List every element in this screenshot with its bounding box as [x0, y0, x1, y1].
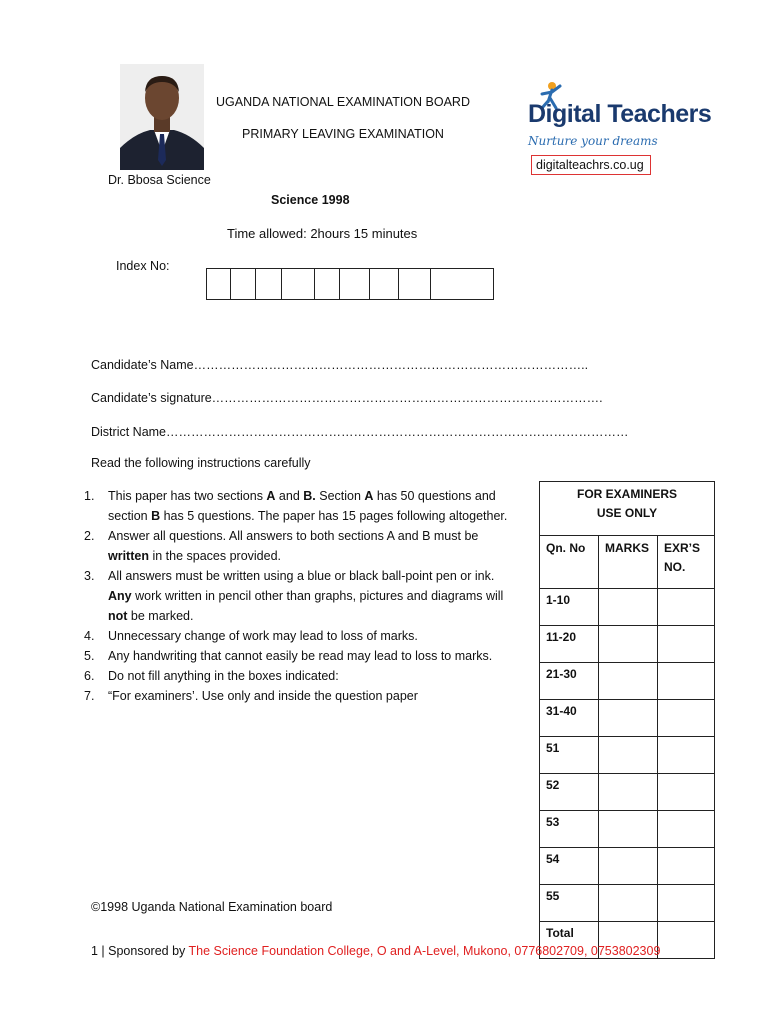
instruction-text: in the spaces provided.: [148, 549, 282, 563]
instruction-text: “For examiners’. Use only and inside the question paper: [108, 689, 418, 703]
examiner-number-cell[interactable]: [658, 774, 715, 811]
instruction-text: has 5 questions. The paper has 15 pages following altogether.: [160, 509, 508, 523]
examiners-table-title: [540, 482, 715, 536]
examiner-number-cell[interactable]: [658, 626, 715, 663]
instruction-number: 7.: [84, 689, 95, 703]
examiner-number-cell[interactable]: [658, 700, 715, 737]
instruction-text: All answers must be written using a blue or black ball-point pen or ink.: [108, 569, 495, 583]
instruction-item: [84, 626, 514, 646]
instruction-number: 1.: [84, 489, 95, 503]
question-range-cell: 1-10: [540, 589, 599, 626]
index-box[interactable]: [431, 269, 493, 299]
index-box[interactable]: [340, 269, 370, 299]
examiners-title-line1: FOR EXAMINERS: [576, 487, 677, 501]
marks-cell[interactable]: [599, 848, 658, 885]
instruction-text: Answer all questions. All answers to both sections A and B must be: [108, 529, 479, 543]
index-box[interactable]: [256, 269, 282, 299]
instruction-number: 6.: [84, 669, 95, 683]
examiners-title-line2: USE ONLY: [596, 506, 658, 520]
instruction-text: B: [151, 509, 161, 523]
instruction-text: written: [108, 549, 149, 563]
col-exr-header: EXR’S NO.: [658, 536, 715, 589]
copyright: ©1998 Uganda National Examination board: [91, 900, 333, 914]
question-range-cell: 51: [540, 737, 599, 774]
index-label: Index No:: [116, 259, 170, 273]
examiner-number-cell[interactable]: [658, 589, 715, 626]
instruction-number: 3.: [84, 569, 95, 583]
candidate-name-field[interactable]: Candidate’s Name…………………………………………………………………………………..: [91, 358, 589, 372]
table-row: [540, 774, 715, 811]
marks-cell[interactable]: [599, 626, 658, 663]
col-marks-header: MARKS: [599, 536, 658, 589]
examiner-number-cell[interactable]: [658, 811, 715, 848]
instruction-item: [84, 686, 514, 706]
page-number-prefix: 1 | Sponsored by: [91, 944, 189, 958]
question-range-cell: Total: [540, 922, 599, 959]
author-photo: [120, 64, 204, 170]
marks-cell[interactable]: [599, 811, 658, 848]
instruction-text: not: [108, 609, 128, 623]
instruction-text: Unnecessary change of work may lead to loss of marks.: [108, 629, 418, 643]
instruction-text: be marked.: [127, 609, 194, 623]
marks-cell[interactable]: [599, 737, 658, 774]
question-range-cell: 11-20: [540, 626, 599, 663]
index-box[interactable]: [282, 269, 315, 299]
marks-cell[interactable]: [599, 663, 658, 700]
index-box[interactable]: [207, 269, 231, 299]
table-row: [540, 700, 715, 737]
instruction-text: This paper has two sections: [108, 489, 267, 503]
instruction-number: 2.: [84, 529, 95, 543]
table-row: [540, 737, 715, 774]
index-box[interactable]: [315, 269, 340, 299]
marks-cell[interactable]: [599, 885, 658, 922]
instruction-text: Do not fill anything in the boxes indicated:: [108, 669, 339, 683]
instruction-item: [84, 566, 514, 626]
instruction-number: 4.: [84, 629, 95, 643]
question-range-cell: 55: [540, 885, 599, 922]
question-range-cell: 31-40: [540, 700, 599, 737]
examiners-table: [539, 481, 715, 959]
table-row: [540, 885, 715, 922]
question-range-cell: 54: [540, 848, 599, 885]
marks-cell[interactable]: [599, 589, 658, 626]
table-row: [540, 663, 715, 700]
subject-title: Science 1998: [271, 193, 350, 207]
question-range-cell: 53: [540, 811, 599, 848]
instruction-number: 5.: [84, 649, 95, 663]
examiner-number-cell[interactable]: [658, 737, 715, 774]
index-number-boxes[interactable]: [206, 268, 494, 300]
question-range-cell: 21-30: [540, 663, 599, 700]
instruction-text: Any handwriting that cannot easily be read may lead to loss to marks.: [108, 649, 493, 663]
instruction-text: B.: [303, 489, 316, 503]
instruction-text: A: [364, 489, 374, 503]
instruction-text: A: [266, 489, 276, 503]
instruction-item: [84, 526, 514, 566]
instruction-text: work written in pencil other than graphs, pictures and diagrams will: [131, 589, 504, 603]
candidate-signature-field[interactable]: Candidate’s signature………………………………………………………………………………….: [91, 391, 603, 405]
col-qn-header: Qn. No: [540, 536, 599, 589]
instruction-text: has 50 questions and section: [108, 489, 496, 523]
district-name-field[interactable]: District Name…………………………………………………………………………………………………: [91, 425, 629, 439]
question-range-cell: 52: [540, 774, 599, 811]
table-row: [540, 848, 715, 885]
page-footer: [91, 944, 660, 958]
exam-title: PRIMARY LEAVING EXAMINATION: [242, 127, 444, 141]
examiner-number-cell[interactable]: [658, 885, 715, 922]
marks-cell[interactable]: [599, 774, 658, 811]
sponsor-text: The Science Foundation College, O and A-Level, Mukono, 0776802709, 0753802309: [188, 944, 661, 958]
instruction-item: [84, 666, 514, 686]
index-box[interactable]: [370, 269, 399, 299]
examiner-number-cell[interactable]: [658, 922, 715, 959]
table-row: [540, 626, 715, 663]
instruction-item: [84, 486, 514, 526]
instructions-intro: Read the following instructions carefully: [91, 456, 311, 470]
marks-cell[interactable]: [599, 700, 658, 737]
board-title: UGANDA NATIONAL EXAMINATION BOARD: [216, 95, 470, 109]
index-box[interactable]: [399, 269, 431, 299]
logo-tagline: Nurture your dreams: [528, 134, 658, 148]
index-box[interactable]: [231, 269, 256, 299]
logo-title: Digital Teachers: [528, 100, 712, 128]
examiner-number-cell[interactable]: [658, 663, 715, 700]
photo-caption: Dr. Bbosa Science: [108, 173, 211, 187]
table-row: [540, 589, 715, 626]
website-link[interactable]: digitalteachrs.co.ug: [531, 155, 651, 175]
instruction-text: Section: [315, 489, 365, 503]
time-allowed: Time allowed: 2hours 15 minutes: [227, 226, 418, 241]
table-row: [540, 811, 715, 848]
instructions-list: [84, 486, 514, 706]
examiner-number-cell[interactable]: [658, 848, 715, 885]
instruction-text: and: [275, 489, 304, 503]
instruction-item: [84, 646, 514, 666]
instruction-text: Any: [108, 589, 132, 603]
